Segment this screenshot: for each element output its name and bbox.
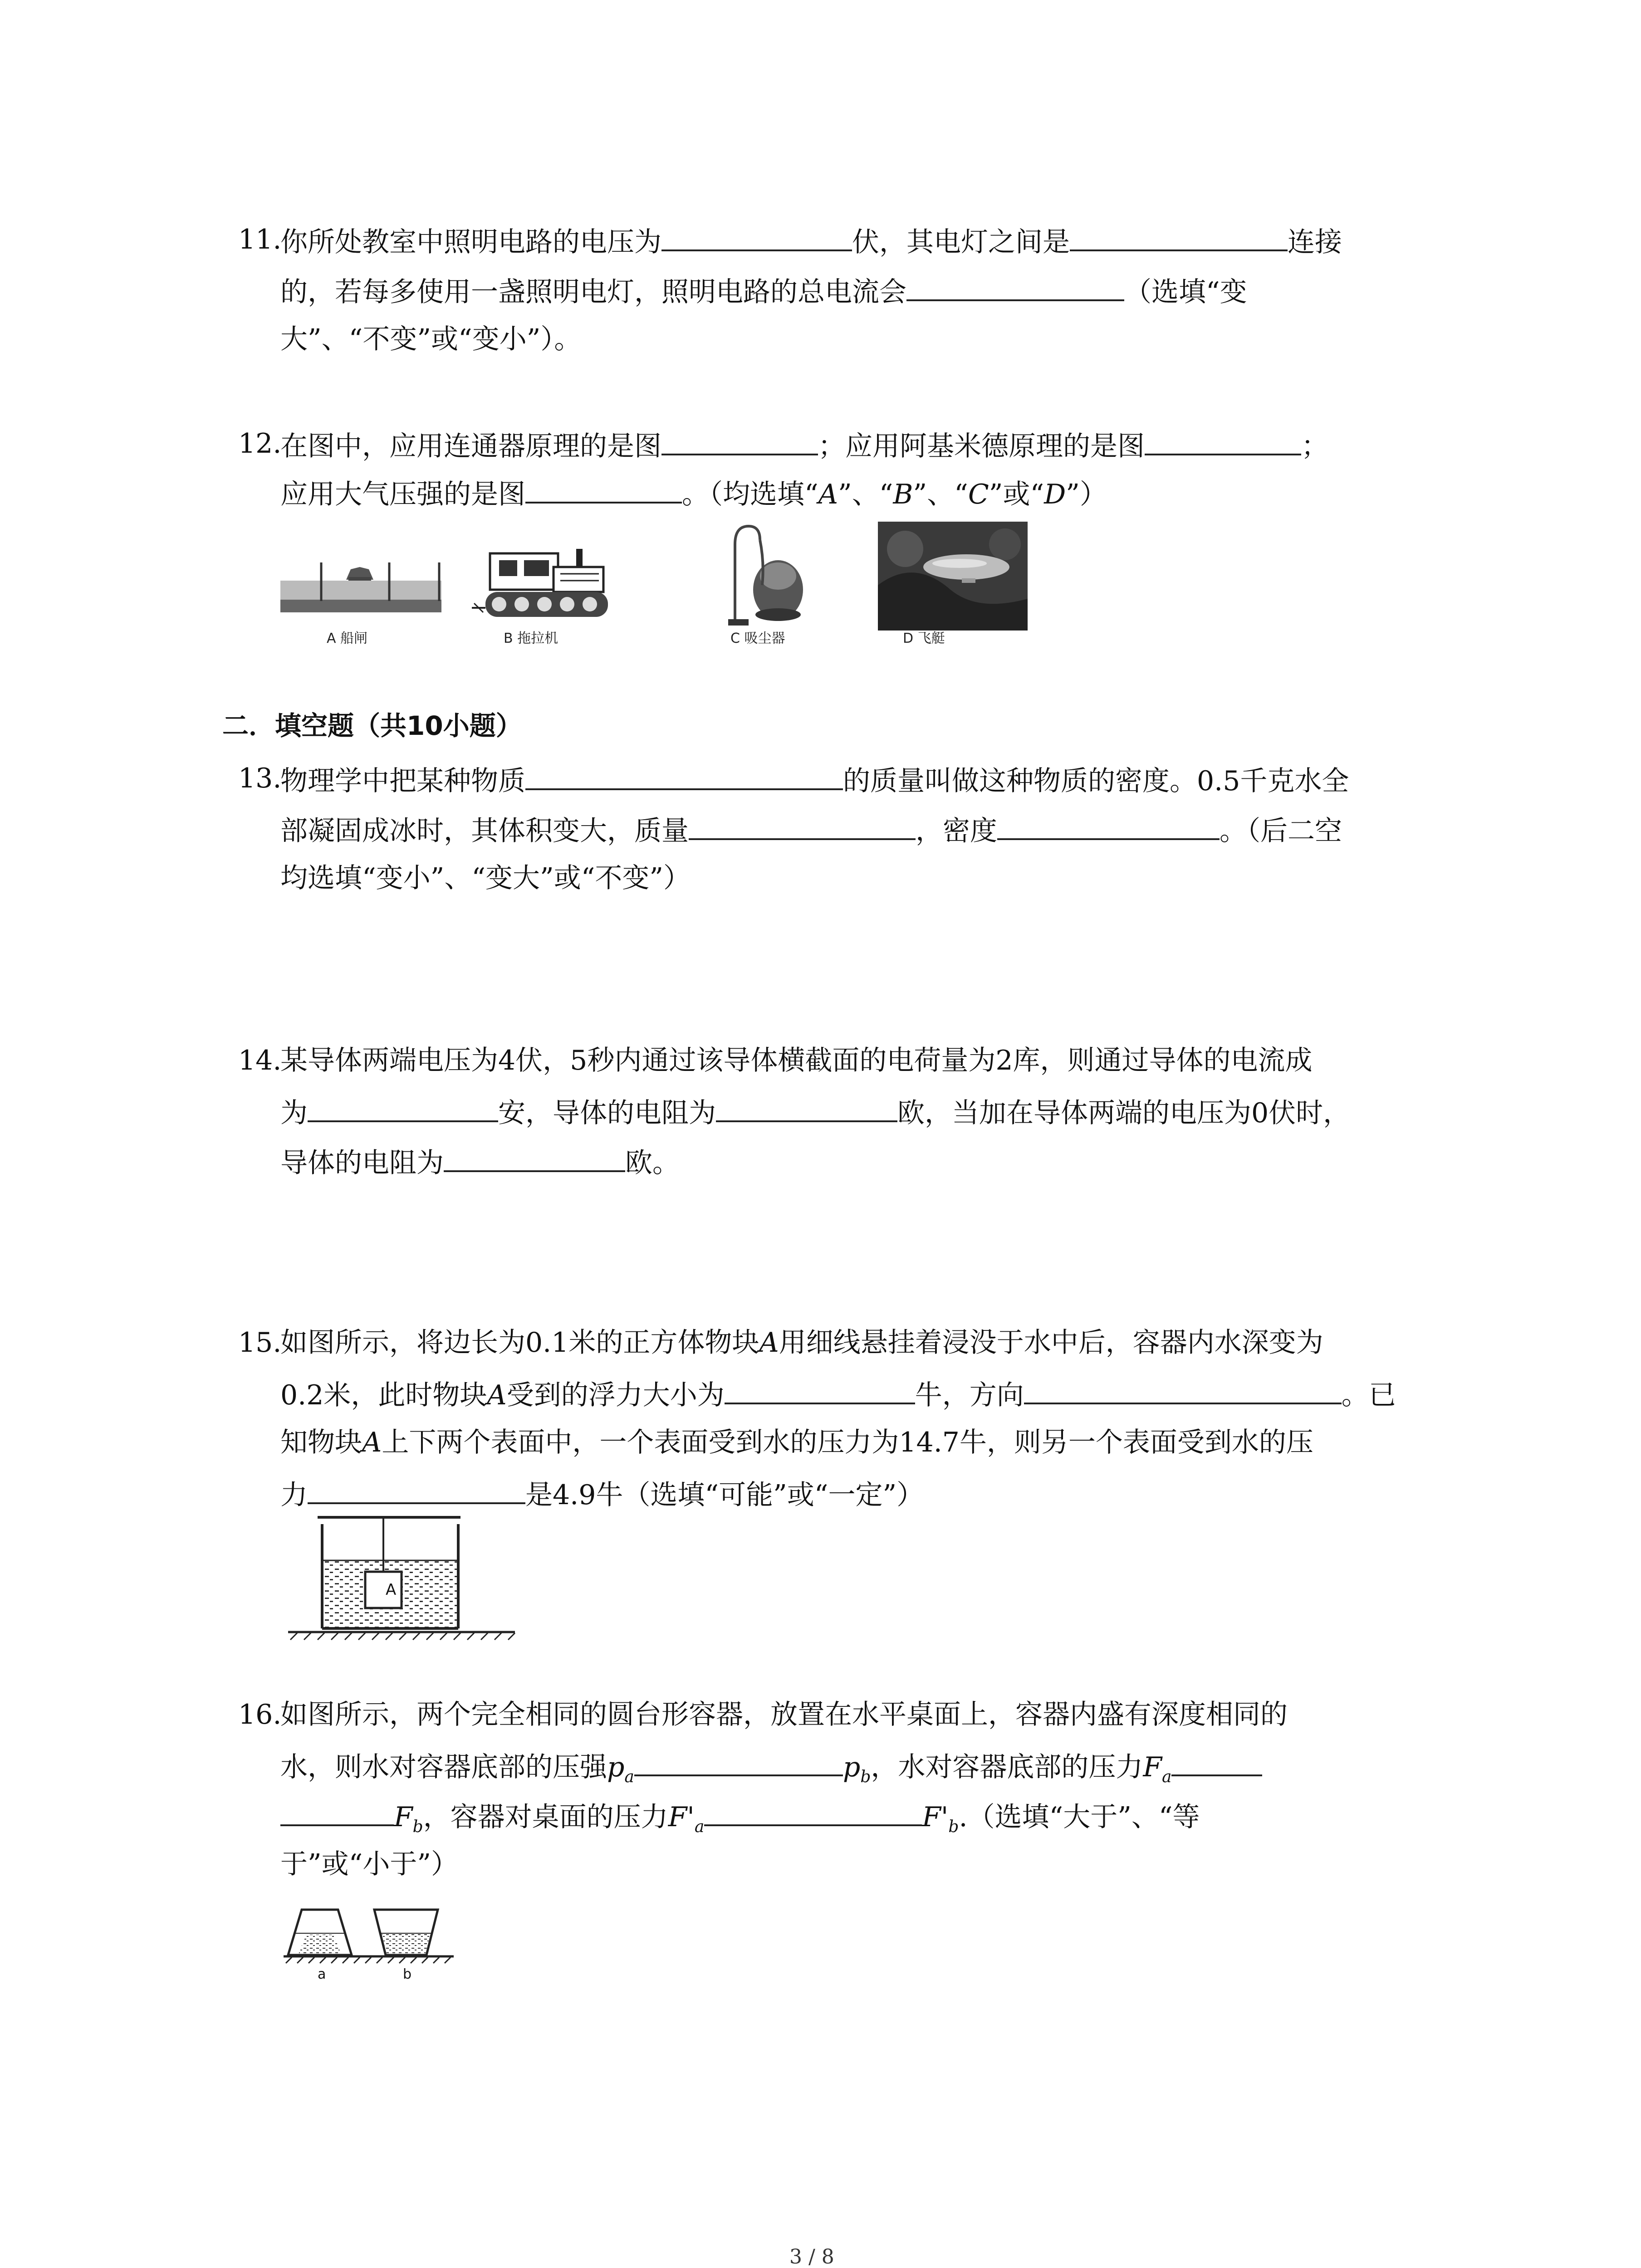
q15-line4 [280, 1474, 924, 1513]
q15-blank-possibility[interactable] [308, 1474, 525, 1504]
q16-fb: $F_b$ [394, 1801, 423, 1836]
q13-text-2: 的质量叫做这种物质的密度。0.5千克水全 [843, 765, 1349, 797]
q13-text-1: 物理学中把某种物质 [280, 765, 525, 797]
q14-blank-resistance[interactable] [716, 1092, 897, 1122]
q13-text-5: 。（后二空 [1220, 815, 1342, 847]
q11-text-1: 你所处教室中照明电路的电压为 [280, 226, 661, 258]
q16-number: 16. [238, 1699, 282, 1730]
q16-line2 [280, 1746, 1262, 1795]
q15-blank-direction[interactable] [1024, 1374, 1342, 1404]
q13-line2 [280, 810, 1342, 849]
q13-blank-definition[interactable] [525, 760, 843, 790]
q11-line3: 大”、“不变”或“变小”）。 [280, 323, 582, 355]
q12-sep-1: ”、“ [838, 479, 893, 510]
q12-text-4: 应用大气压强的是图 [280, 479, 525, 510]
q14-text-4: 导体的电阻为 [280, 1147, 444, 1179]
q14-line1: 某导体两端电压为4伏，5秒内通过该导体横截面的电荷量为2库，则通过导体的电流成 [280, 1045, 1313, 1076]
q12-line2 [280, 474, 1107, 513]
q15-line1 [280, 1325, 1323, 1361]
q14-blank-current[interactable] [308, 1092, 498, 1122]
q15-number: 15. [238, 1327, 282, 1359]
q12-sep-2: ”、“ [913, 479, 968, 510]
q11-text-3: 连接 [1288, 226, 1342, 258]
q12-blank-3[interactable] [525, 474, 682, 503]
block-label: A [386, 1581, 397, 1599]
q11-blank-connection[interactable] [1070, 221, 1288, 251]
caption-airship: D 飞艇 [903, 631, 945, 646]
q11-blank-voltage[interactable] [661, 221, 852, 251]
q13-text-3: 部凝固成冰时，其体积变大，质量 [280, 815, 689, 847]
container-b-label: b [403, 1966, 412, 1982]
q12-text-6: ”） [1066, 479, 1107, 510]
q12-text-3: ； [1301, 430, 1328, 462]
q15-text-2: 用细线悬挂着浸没于水中后，容器内水深变为 [779, 1327, 1323, 1359]
q11-line2 [280, 271, 1247, 310]
q16-blank-table-force[interactable] [704, 1796, 922, 1826]
q16-text-2: ，水对容器底部的压力 [871, 1751, 1143, 1783]
q13-line1 [280, 760, 1349, 799]
q12-option-b: B [893, 479, 913, 510]
caption-ship-lock: A 船闸 [327, 631, 368, 646]
caption-tractor: B 拖拉机 [504, 631, 558, 646]
q16-line1: 如图所示，两个完全相同的圆台形容器，放置在水平桌面上，容器内盛有深度相同的 [280, 1699, 1288, 1730]
frustum-containers-figure [284, 1905, 456, 1978]
q15-text-9: 力 [280, 1479, 308, 1511]
caption-vacuum: C 吸尘器 [730, 631, 785, 646]
q14-number: 14. [238, 1045, 282, 1076]
q12-blank-1[interactable] [661, 425, 818, 455]
q11-line1 [280, 221, 1342, 260]
container-block-figure [284, 1515, 519, 1647]
q11-number: 11. [238, 224, 282, 255]
q13-blank-mass[interactable] [689, 810, 916, 840]
q16-pa: $p_a$ [607, 1751, 634, 1786]
q15-var-a-1: A [759, 1327, 779, 1359]
q16-text-3: ，容器对桌面的压力 [423, 1801, 668, 1833]
q14-blank-resistance-zero[interactable] [444, 1142, 625, 1172]
q15-text-6: 。已 [1341, 1379, 1396, 1411]
q14-line3 [280, 1142, 680, 1181]
q11-text-4: 的，若每多使用一盏照明电灯，照明电路的总电流会 [280, 276, 906, 308]
q15-text-5: 牛，方向 [915, 1379, 1024, 1411]
q12-blank-2[interactable] [1145, 425, 1301, 455]
q16-text-1: 水，则水对容器底部的压强 [280, 1751, 607, 1783]
q12-line1 [280, 425, 1328, 464]
q14-text-3: 欧，当加在导体两端的电压为0伏时， [897, 1097, 1351, 1129]
q15-var-a-2: A [487, 1379, 507, 1411]
q16-fpa: $F'_a$ [668, 1801, 705, 1836]
q13-number: 13. [238, 763, 282, 794]
q15-blank-buoyancy[interactable] [725, 1374, 915, 1404]
q15-text-10: 是4.9牛（选填“可能”或“一定”） [525, 1479, 924, 1511]
q15-var-a-3: A [362, 1427, 382, 1458]
page-number: 3 / 8 [789, 2245, 834, 2268]
q16-line3 [280, 1796, 1200, 1845]
q16-fa: $F_a$ [1143, 1751, 1172, 1786]
q12-sep-3: ”或“ [989, 479, 1044, 510]
q15-text-3: 0.2米，此时物块 [280, 1379, 487, 1411]
q16-pb: $p_b$ [843, 1751, 871, 1786]
q15-text-4: 受到的浮力大小为 [506, 1379, 725, 1411]
q12-text-5: 。（均选填“ [682, 479, 818, 510]
q16-blank-pressure[interactable] [634, 1746, 843, 1776]
q12-option-c: C [968, 479, 989, 510]
q13-blank-density[interactable] [997, 810, 1220, 840]
airship-figure [878, 522, 1028, 631]
q13-line3: 均选填“变小”、“变大”或“不变”） [280, 862, 691, 894]
q12-option-d: D [1044, 479, 1066, 510]
q15-line3 [280, 1424, 1313, 1461]
q15-text-7: 知物块 [280, 1427, 362, 1458]
q11-blank-current[interactable] [906, 271, 1124, 301]
q16-blank-force-2[interactable] [280, 1796, 394, 1826]
q16-line4: 于”或“小于”） [280, 1848, 459, 1880]
q11-text-2: 伏，其电灯之间是 [852, 226, 1070, 258]
q16-text-4: .（选填“大于”、“等 [959, 1801, 1200, 1833]
q12-text-1: 在图中，应用连通器原理的是图 [280, 430, 661, 462]
q12-number: 12. [238, 428, 282, 459]
q12-text-2: ；应用阿基米德原理的是图 [818, 430, 1145, 462]
tractor-figure [472, 535, 617, 626]
q11-text-5: （选填“变 [1124, 276, 1247, 308]
q14-text-1: 为 [280, 1097, 308, 1129]
vacuum-cleaner-figure [721, 522, 812, 631]
q15-line2 [280, 1374, 1396, 1413]
q14-line2 [280, 1092, 1350, 1131]
section-title: 二．填空题（共10小题） [222, 710, 522, 741]
q12-option-a: A [818, 479, 838, 510]
q14-text-2: 安，导体的电阻为 [498, 1097, 716, 1129]
q15-text-1: 如图所示，将边长为0.1米的正方体物块 [280, 1327, 759, 1359]
q14-text-5: 欧。 [625, 1147, 680, 1179]
ship-lock-figure [280, 544, 444, 626]
container-a-label: a [318, 1966, 326, 1982]
q15-text-8: 上下两个表面中，一个表面受到水的压力为14.7牛，则另一个表面受到水的压 [382, 1427, 1313, 1458]
q13-text-4: ，密度 [916, 815, 997, 847]
q16-blank-force-1[interactable] [1171, 1746, 1262, 1776]
q16-fpb: $F'_b$ [922, 1801, 959, 1836]
